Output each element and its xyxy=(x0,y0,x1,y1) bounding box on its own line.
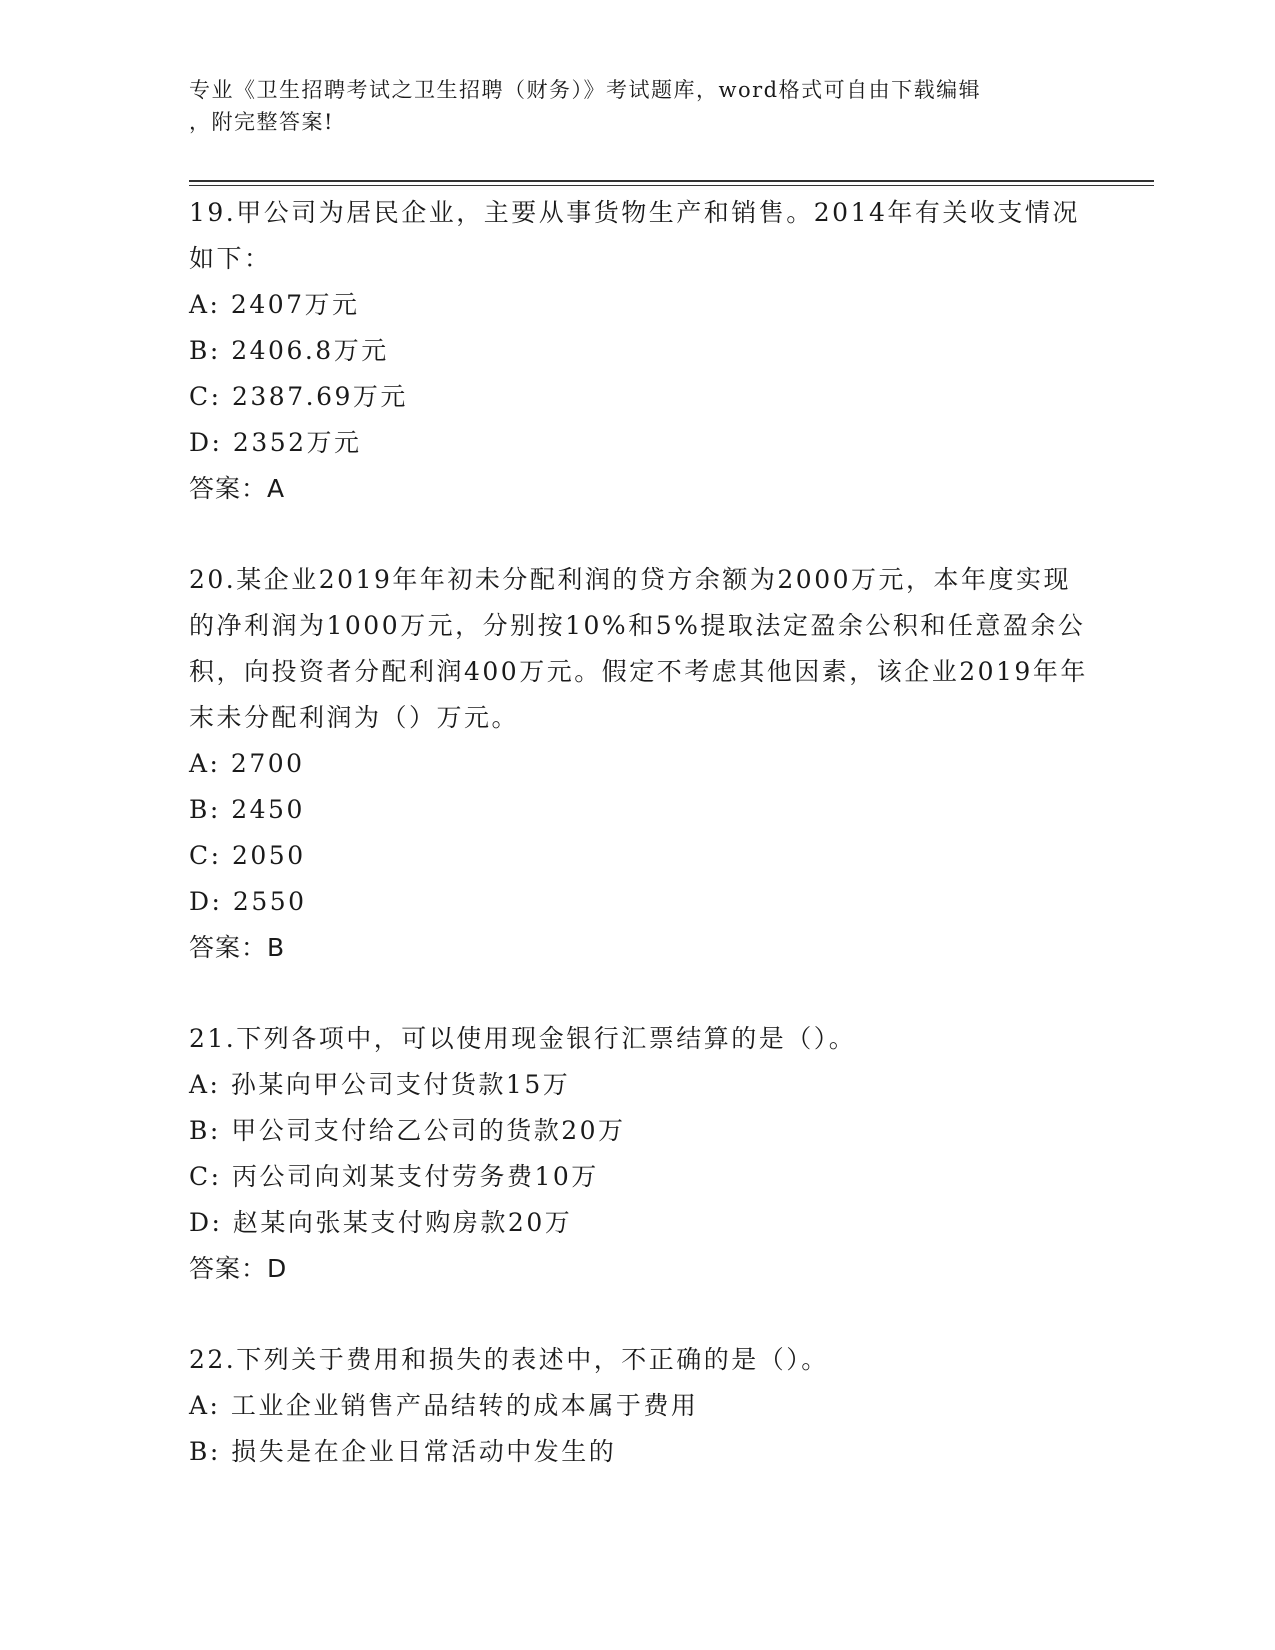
question-22 xyxy=(189,1337,1089,1475)
option-a: A: 孙某向甲公司支付货款15万 xyxy=(189,1070,571,1099)
answer-line: 答案：A xyxy=(189,474,286,503)
question-text: 22.下列关于费用和损失的表述中，不正确的是（）。 xyxy=(189,1345,829,1374)
question-20 xyxy=(189,557,1089,971)
option-a: A: 2700 xyxy=(189,749,305,778)
question-list xyxy=(189,190,1089,1520)
option-b: B: 2450 xyxy=(189,795,305,824)
answer-line: 答案：B xyxy=(189,933,286,962)
header-divider-thin xyxy=(189,185,1154,186)
header-line-1: 专业《卫生招聘考试之卫生招聘（财务）》考试题库，word格式可自由下载编辑 xyxy=(189,78,982,102)
question-text: 21.下列各项中，可以使用现金银行汇票结算的是（）。 xyxy=(189,1024,857,1053)
document-header xyxy=(189,74,1069,138)
option-a: A: 工业企业销售产品结转的成本属于费用 xyxy=(189,1391,699,1420)
option-d: D: 2352万元 xyxy=(189,428,362,457)
option-d: D: 2550 xyxy=(189,887,307,916)
option-a: A: 2407万元 xyxy=(189,290,360,319)
question-19 xyxy=(189,190,1089,512)
option-d: D: 赵某向张某支付购房款20万 xyxy=(189,1208,573,1237)
answer-line: 答案：D xyxy=(189,1254,288,1283)
question-21 xyxy=(189,1016,1089,1292)
option-c: C: 2387.69万元 xyxy=(189,382,408,411)
option-b: B: 损失是在企业日常活动中发生的 xyxy=(189,1437,617,1466)
option-c: C: 2050 xyxy=(189,841,306,870)
header-line-2: ，附完整答案! xyxy=(189,110,334,134)
option-b: B: 2406.8万元 xyxy=(189,336,389,365)
header-divider-thick xyxy=(189,180,1154,182)
option-c: C: 丙公司向刘某支付劳务费10万 xyxy=(189,1162,599,1191)
question-text: 19.甲公司为居民企业，主要从事货物生产和销售。2014年有关收支情况如下： xyxy=(189,198,1080,273)
question-text: 20.某企业2019年年初未分配利润的贷方余额为2000万元，本年度实现的净利润为1000万元，分别按10%和5%提取法定盈余公积和任意盈余公积，向投资者分配利润400万元。假定不考虑其他因素，该企业2019年年末未分配利润为（）万元。 xyxy=(189,565,1088,732)
option-b: B: 甲公司支付给乙公司的货款20万 xyxy=(189,1116,626,1145)
